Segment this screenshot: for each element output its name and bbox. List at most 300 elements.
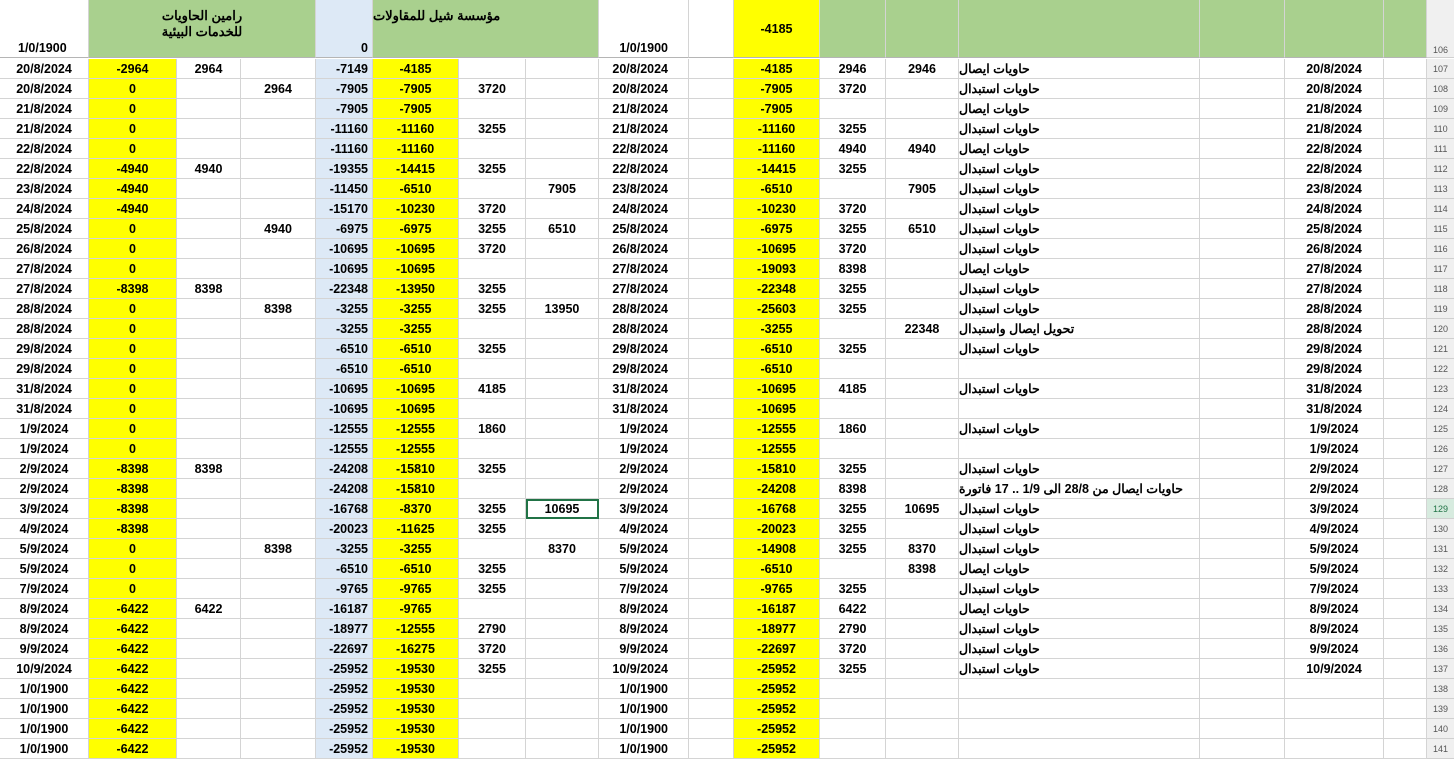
right-date-cell[interactable]: 7/9/2024 bbox=[599, 579, 689, 599]
row-number[interactable]: 111 bbox=[1427, 139, 1454, 159]
right-date-cell[interactable]: 1/0/1900 bbox=[599, 679, 689, 699]
mid-credit-cell[interactable] bbox=[526, 719, 599, 739]
right-date-cell[interactable]: 4/9/2024 bbox=[599, 519, 689, 539]
mid-total-cell[interactable]: -3255 bbox=[316, 539, 373, 559]
blank-cell[interactable] bbox=[689, 479, 734, 499]
mid-debit-cell[interactable]: 3255 bbox=[459, 659, 526, 679]
left-credit-cell[interactable] bbox=[241, 139, 316, 159]
mid-debit-cell[interactable]: 3720 bbox=[459, 79, 526, 99]
blank-cell[interactable] bbox=[1384, 479, 1427, 499]
date-cell[interactable]: 31/8/2024 bbox=[0, 399, 89, 419]
left-balance-cell[interactable]: 0 bbox=[89, 339, 177, 359]
row-number[interactable]: 141 bbox=[1427, 739, 1454, 759]
date-cell[interactable]: 8/9/2024 bbox=[0, 619, 89, 639]
mid-total-cell[interactable]: -3255 bbox=[316, 299, 373, 319]
left-credit-cell[interactable] bbox=[241, 639, 316, 659]
blank-cell[interactable] bbox=[1200, 219, 1285, 239]
blank-cell[interactable] bbox=[1384, 99, 1427, 119]
right-balance-cell[interactable]: -18977 bbox=[734, 619, 820, 639]
blank-cell[interactable] bbox=[689, 439, 734, 459]
invoice-date-cell[interactable]: 29/8/2024 bbox=[1285, 359, 1384, 379]
blank-cell[interactable] bbox=[1200, 139, 1285, 159]
blank-cell[interactable] bbox=[1384, 639, 1427, 659]
mid-total-cell[interactable]: -3255 bbox=[316, 319, 373, 339]
mid-debit-cell[interactable]: 3720 bbox=[459, 199, 526, 219]
left-credit-cell[interactable] bbox=[241, 199, 316, 219]
description-cell[interactable] bbox=[959, 359, 1200, 379]
mid-balance-cell[interactable]: -12555 bbox=[373, 619, 459, 639]
mid-total-cell[interactable]: -18977 bbox=[316, 619, 373, 639]
row-number[interactable]: 124 bbox=[1427, 399, 1454, 419]
right-balance-cell[interactable]: -10695 bbox=[734, 239, 820, 259]
description-cell[interactable]: حاويات ايصال bbox=[959, 559, 1200, 579]
mid-credit-cell[interactable] bbox=[526, 359, 599, 379]
left-debit-cell[interactable] bbox=[177, 219, 241, 239]
blank-cell[interactable] bbox=[689, 499, 734, 519]
mid-total-cell[interactable]: -25952 bbox=[316, 659, 373, 679]
mid-debit-cell[interactable] bbox=[459, 679, 526, 699]
right-date-cell[interactable]: 24/8/2024 bbox=[599, 199, 689, 219]
left-balance-cell[interactable]: -6422 bbox=[89, 679, 177, 699]
right-credit-cell[interactable]: 8370 bbox=[886, 539, 959, 559]
left-credit-cell[interactable] bbox=[241, 699, 316, 719]
description-cell[interactable] bbox=[959, 719, 1200, 739]
mid-debit-cell[interactable]: 3255 bbox=[459, 339, 526, 359]
right-date-cell[interactable]: 29/8/2024 bbox=[599, 359, 689, 379]
left-balance-cell[interactable]: 0 bbox=[89, 99, 177, 119]
left-balance-cell[interactable]: -6422 bbox=[89, 719, 177, 739]
mid-credit-cell[interactable] bbox=[526, 59, 599, 79]
left-credit-cell[interactable] bbox=[241, 739, 316, 759]
right-credit-cell[interactable] bbox=[886, 299, 959, 319]
date-cell[interactable]: 21/8/2024 bbox=[0, 99, 89, 119]
right-balance-cell[interactable]: -19093 bbox=[734, 259, 820, 279]
blank-cell[interactable] bbox=[1200, 739, 1285, 759]
right-debit-cell[interactable] bbox=[820, 739, 886, 759]
invoice-date-cell[interactable]: 9/9/2024 bbox=[1285, 639, 1384, 659]
mid-total-cell[interactable]: -7905 bbox=[316, 79, 373, 99]
mid-balance-cell[interactable]: -12555 bbox=[373, 439, 459, 459]
mid-debit-cell[interactable]: 2790 bbox=[459, 619, 526, 639]
mid-balance-cell[interactable]: -11160 bbox=[373, 139, 459, 159]
right-debit-cell[interactable]: 4185 bbox=[820, 379, 886, 399]
left-balance-cell[interactable]: 0 bbox=[89, 379, 177, 399]
left-balance-cell[interactable]: -8398 bbox=[89, 519, 177, 539]
blank-cell[interactable] bbox=[1200, 299, 1285, 319]
header-left-date[interactable]: 1/0/1900 bbox=[0, 0, 89, 58]
left-balance-cell[interactable]: 0 bbox=[89, 119, 177, 139]
description-cell[interactable]: تحويل ايصال واستبدال bbox=[959, 319, 1200, 339]
left-credit-cell[interactable] bbox=[241, 179, 316, 199]
left-balance-cell[interactable]: 0 bbox=[89, 359, 177, 379]
mid-balance-cell[interactable]: -7905 bbox=[373, 79, 459, 99]
blank-cell[interactable] bbox=[1200, 699, 1285, 719]
mid-total-cell[interactable]: -11160 bbox=[316, 119, 373, 139]
left-debit-cell[interactable] bbox=[177, 119, 241, 139]
right-balance-cell[interactable]: -7905 bbox=[734, 79, 820, 99]
blank-cell[interactable] bbox=[689, 159, 734, 179]
left-balance-cell[interactable]: 0 bbox=[89, 579, 177, 599]
blank-cell[interactable] bbox=[1200, 459, 1285, 479]
mid-credit-cell[interactable] bbox=[526, 199, 599, 219]
left-balance-cell[interactable]: -6422 bbox=[89, 639, 177, 659]
right-balance-cell[interactable]: -25952 bbox=[734, 719, 820, 739]
blank-cell[interactable] bbox=[1384, 59, 1427, 79]
description-cell[interactable]: حاويات ايصال bbox=[959, 139, 1200, 159]
right-debit-cell[interactable] bbox=[820, 359, 886, 379]
left-balance-cell[interactable]: -2964 bbox=[89, 59, 177, 79]
mid-credit-cell[interactable] bbox=[526, 559, 599, 579]
invoice-date-cell[interactable]: 20/8/2024 bbox=[1285, 79, 1384, 99]
right-date-cell[interactable]: 5/9/2024 bbox=[599, 539, 689, 559]
left-balance-cell[interactable]: 0 bbox=[89, 139, 177, 159]
blank-cell[interactable] bbox=[689, 359, 734, 379]
blank-cell[interactable] bbox=[689, 319, 734, 339]
left-balance-cell[interactable]: -6422 bbox=[89, 599, 177, 619]
left-debit-cell[interactable] bbox=[177, 559, 241, 579]
mid-debit-cell[interactable]: 3255 bbox=[459, 459, 526, 479]
left-debit-cell[interactable] bbox=[177, 619, 241, 639]
left-balance-cell[interactable]: 0 bbox=[89, 319, 177, 339]
left-credit-cell[interactable] bbox=[241, 259, 316, 279]
right-date-cell[interactable]: 28/8/2024 bbox=[599, 319, 689, 339]
row-number[interactable]: 131 bbox=[1427, 539, 1454, 559]
description-cell[interactable]: حاويات استبدال bbox=[959, 79, 1200, 99]
invoice-date-cell[interactable]: 21/8/2024 bbox=[1285, 119, 1384, 139]
left-balance-cell[interactable]: 0 bbox=[89, 239, 177, 259]
blank-cell[interactable] bbox=[689, 59, 734, 79]
left-credit-cell[interactable] bbox=[241, 159, 316, 179]
description-cell[interactable]: حاويات استبدال bbox=[959, 119, 1200, 139]
right-credit-cell[interactable] bbox=[886, 79, 959, 99]
date-cell[interactable]: 22/8/2024 bbox=[0, 139, 89, 159]
mid-balance-cell[interactable]: -19530 bbox=[373, 659, 459, 679]
right-balance-cell[interactable]: -16187 bbox=[734, 599, 820, 619]
blank-cell[interactable] bbox=[689, 719, 734, 739]
mid-total-cell[interactable]: -25952 bbox=[316, 679, 373, 699]
right-credit-cell[interactable] bbox=[886, 599, 959, 619]
description-cell[interactable] bbox=[959, 679, 1200, 699]
blank-cell[interactable] bbox=[1384, 519, 1427, 539]
blank-cell[interactable] bbox=[1200, 379, 1285, 399]
row-number[interactable]: 125 bbox=[1427, 419, 1454, 439]
mid-debit-cell[interactable] bbox=[459, 739, 526, 759]
blank-cell[interactable] bbox=[1384, 659, 1427, 679]
mid-credit-cell[interactable] bbox=[526, 459, 599, 479]
description-cell[interactable]: حاويات استبدال bbox=[959, 299, 1200, 319]
blank-cell[interactable] bbox=[1384, 559, 1427, 579]
left-credit-cell[interactable] bbox=[241, 559, 316, 579]
left-debit-cell[interactable] bbox=[177, 699, 241, 719]
right-credit-cell[interactable] bbox=[886, 239, 959, 259]
right-credit-cell[interactable] bbox=[886, 379, 959, 399]
left-credit-cell[interactable]: 8398 bbox=[241, 299, 316, 319]
mid-total-cell[interactable]: -22348 bbox=[316, 279, 373, 299]
mid-total-cell[interactable]: -6510 bbox=[316, 559, 373, 579]
mid-credit-cell[interactable] bbox=[526, 679, 599, 699]
mid-debit-cell[interactable] bbox=[459, 319, 526, 339]
mid-debit-cell[interactable] bbox=[459, 59, 526, 79]
blank-cell[interactable] bbox=[1200, 99, 1285, 119]
left-debit-cell[interactable] bbox=[177, 659, 241, 679]
blank-cell[interactable] bbox=[1384, 419, 1427, 439]
right-balance-cell[interactable]: -25952 bbox=[734, 659, 820, 679]
right-debit-cell[interactable]: 3720 bbox=[820, 199, 886, 219]
invoice-date-cell[interactable]: 2/9/2024 bbox=[1285, 479, 1384, 499]
date-cell[interactable]: 1/0/1900 bbox=[0, 719, 89, 739]
invoice-date-cell[interactable]: 4/9/2024 bbox=[1285, 519, 1384, 539]
right-debit-cell[interactable]: 3255 bbox=[820, 299, 886, 319]
invoice-date-cell[interactable] bbox=[1285, 699, 1384, 719]
mid-debit-cell[interactable] bbox=[459, 99, 526, 119]
blank-cell[interactable] bbox=[689, 119, 734, 139]
right-balance-cell[interactable]: -22348 bbox=[734, 279, 820, 299]
left-debit-cell[interactable] bbox=[177, 319, 241, 339]
mid-balance-cell[interactable]: -6975 bbox=[373, 219, 459, 239]
right-credit-cell[interactable] bbox=[886, 639, 959, 659]
mid-balance-cell[interactable]: -19530 bbox=[373, 739, 459, 759]
right-credit-cell[interactable] bbox=[886, 159, 959, 179]
blank-cell[interactable] bbox=[689, 699, 734, 719]
left-credit-cell[interactable] bbox=[241, 119, 316, 139]
blank-cell[interactable] bbox=[1200, 619, 1285, 639]
right-date-cell[interactable]: 1/0/1900 bbox=[599, 739, 689, 759]
left-debit-cell[interactable]: 8398 bbox=[177, 459, 241, 479]
mid-balance-cell[interactable]: -11160 bbox=[373, 119, 459, 139]
right-date-cell[interactable]: 31/8/2024 bbox=[599, 379, 689, 399]
left-debit-cell[interactable] bbox=[177, 199, 241, 219]
right-debit-cell[interactable] bbox=[820, 439, 886, 459]
left-debit-cell[interactable] bbox=[177, 499, 241, 519]
mid-credit-cell[interactable] bbox=[526, 619, 599, 639]
mid-balance-cell[interactable]: -15810 bbox=[373, 459, 459, 479]
date-cell[interactable]: 29/8/2024 bbox=[0, 359, 89, 379]
left-balance-cell[interactable]: -6422 bbox=[89, 699, 177, 719]
blank-cell[interactable] bbox=[1384, 399, 1427, 419]
left-credit-cell[interactable] bbox=[241, 99, 316, 119]
blank-cell[interactable] bbox=[689, 339, 734, 359]
mid-balance-cell[interactable]: -13950 bbox=[373, 279, 459, 299]
mid-credit-cell[interactable] bbox=[526, 579, 599, 599]
mid-credit-cell[interactable] bbox=[526, 439, 599, 459]
mid-debit-cell[interactable]: 3255 bbox=[459, 579, 526, 599]
right-debit-cell[interactable]: 4940 bbox=[820, 139, 886, 159]
left-credit-cell[interactable] bbox=[241, 419, 316, 439]
invoice-date-cell[interactable]: 31/8/2024 bbox=[1285, 399, 1384, 419]
date-cell[interactable]: 21/8/2024 bbox=[0, 119, 89, 139]
right-balance-cell[interactable]: -11160 bbox=[734, 119, 820, 139]
mid-credit-cell[interactable] bbox=[526, 139, 599, 159]
invoice-date-cell[interactable]: 22/8/2024 bbox=[1285, 159, 1384, 179]
right-debit-cell[interactable]: 3255 bbox=[820, 459, 886, 479]
row-number[interactable]: 129 bbox=[1427, 499, 1454, 519]
left-debit-cell[interactable] bbox=[177, 419, 241, 439]
mid-credit-cell[interactable]: 13950 bbox=[526, 299, 599, 319]
right-credit-cell[interactable] bbox=[886, 479, 959, 499]
date-cell[interactable]: 24/8/2024 bbox=[0, 199, 89, 219]
left-credit-cell[interactable] bbox=[241, 239, 316, 259]
date-cell[interactable]: 26/8/2024 bbox=[0, 239, 89, 259]
right-credit-cell[interactable] bbox=[886, 279, 959, 299]
blank-cell[interactable] bbox=[1200, 159, 1285, 179]
mid-total-cell[interactable]: -12555 bbox=[316, 439, 373, 459]
mid-total-cell[interactable]: -6510 bbox=[316, 359, 373, 379]
date-cell[interactable]: 1/0/1900 bbox=[0, 739, 89, 759]
mid-total-cell[interactable]: -9765 bbox=[316, 579, 373, 599]
header-green-cell[interactable] bbox=[959, 0, 1200, 58]
header-mid-company[interactable]: مؤسسة شيل للمقاولات bbox=[373, 0, 599, 58]
mid-balance-cell[interactable]: -8370 bbox=[373, 499, 459, 519]
mid-credit-cell[interactable] bbox=[526, 479, 599, 499]
blank-cell[interactable] bbox=[1200, 639, 1285, 659]
left-credit-cell[interactable] bbox=[241, 619, 316, 639]
left-credit-cell[interactable] bbox=[241, 519, 316, 539]
blank-cell[interactable] bbox=[1200, 259, 1285, 279]
invoice-date-cell[interactable]: 28/8/2024 bbox=[1285, 319, 1384, 339]
right-credit-cell[interactable]: 4940 bbox=[886, 139, 959, 159]
right-credit-cell[interactable] bbox=[886, 399, 959, 419]
mid-total-cell[interactable]: -7905 bbox=[316, 99, 373, 119]
description-cell[interactable]: حاويات استبدال bbox=[959, 279, 1200, 299]
right-debit-cell[interactable] bbox=[820, 179, 886, 199]
row-number[interactable]: 127 bbox=[1427, 459, 1454, 479]
mid-balance-cell[interactable]: -10695 bbox=[373, 399, 459, 419]
blank-cell[interactable] bbox=[1384, 579, 1427, 599]
left-credit-cell[interactable] bbox=[241, 319, 316, 339]
row-number[interactable]: 137 bbox=[1427, 659, 1454, 679]
blank-cell[interactable] bbox=[1200, 119, 1285, 139]
right-balance-cell[interactable]: -25952 bbox=[734, 699, 820, 719]
mid-debit-cell[interactable]: 3255 bbox=[459, 119, 526, 139]
invoice-date-cell[interactable]: 1/9/2024 bbox=[1285, 419, 1384, 439]
row-number[interactable]: 126 bbox=[1427, 439, 1454, 459]
left-debit-cell[interactable] bbox=[177, 479, 241, 499]
row-number[interactable]: 108 bbox=[1427, 79, 1454, 99]
header-green-cell[interactable] bbox=[1384, 0, 1427, 58]
row-number[interactable]: 122 bbox=[1427, 359, 1454, 379]
blank-cell[interactable] bbox=[689, 619, 734, 639]
left-debit-cell[interactable] bbox=[177, 339, 241, 359]
row-number[interactable]: 135 bbox=[1427, 619, 1454, 639]
invoice-date-cell[interactable]: 3/9/2024 bbox=[1285, 499, 1384, 519]
row-number[interactable]: 138 bbox=[1427, 679, 1454, 699]
right-debit-cell[interactable] bbox=[820, 99, 886, 119]
mid-total-cell[interactable]: -7149 bbox=[316, 59, 373, 79]
right-debit-cell[interactable] bbox=[820, 559, 886, 579]
blank-cell[interactable] bbox=[1200, 719, 1285, 739]
blank-cell[interactable] bbox=[689, 659, 734, 679]
left-debit-cell[interactable] bbox=[177, 139, 241, 159]
mid-credit-cell[interactable] bbox=[526, 379, 599, 399]
row-number[interactable]: 116 bbox=[1427, 239, 1454, 259]
right-date-cell[interactable]: 31/8/2024 bbox=[599, 399, 689, 419]
mid-balance-cell[interactable]: -19530 bbox=[373, 719, 459, 739]
left-balance-cell[interactable]: -8398 bbox=[89, 459, 177, 479]
blank-cell[interactable] bbox=[1200, 79, 1285, 99]
blank-cell[interactable] bbox=[1200, 59, 1285, 79]
right-debit-cell[interactable] bbox=[820, 679, 886, 699]
right-date-cell[interactable]: 3/9/2024 bbox=[599, 499, 689, 519]
right-debit-cell[interactable]: 8398 bbox=[820, 259, 886, 279]
mid-credit-cell[interactable] bbox=[526, 319, 599, 339]
blank-cell[interactable] bbox=[1200, 179, 1285, 199]
blank-cell[interactable] bbox=[689, 519, 734, 539]
mid-debit-cell[interactable]: 3255 bbox=[459, 499, 526, 519]
mid-credit-cell[interactable] bbox=[526, 699, 599, 719]
mid-debit-cell[interactable] bbox=[459, 539, 526, 559]
description-cell[interactable]: حاويات استبدال bbox=[959, 499, 1200, 519]
right-date-cell[interactable]: 1/9/2024 bbox=[599, 419, 689, 439]
mid-total-cell[interactable]: -20023 bbox=[316, 519, 373, 539]
mid-balance-cell[interactable]: -12555 bbox=[373, 419, 459, 439]
right-date-cell[interactable]: 22/8/2024 bbox=[599, 159, 689, 179]
mid-debit-cell[interactable] bbox=[459, 439, 526, 459]
left-debit-cell[interactable] bbox=[177, 679, 241, 699]
right-credit-cell[interactable] bbox=[886, 259, 959, 279]
blank-cell[interactable] bbox=[689, 219, 734, 239]
blank-cell[interactable] bbox=[1384, 619, 1427, 639]
right-date-cell[interactable]: 5/9/2024 bbox=[599, 559, 689, 579]
blank-cell[interactable] bbox=[1384, 499, 1427, 519]
mid-balance-cell[interactable]: -7905 bbox=[373, 99, 459, 119]
blank-cell[interactable] bbox=[1384, 159, 1427, 179]
row-number[interactable]: 120 bbox=[1427, 319, 1454, 339]
right-debit-cell[interactable]: 3720 bbox=[820, 639, 886, 659]
mid-total-cell[interactable]: -15170 bbox=[316, 199, 373, 219]
invoice-date-cell[interactable] bbox=[1285, 679, 1384, 699]
right-credit-cell[interactable] bbox=[886, 719, 959, 739]
row-number[interactable]: 109 bbox=[1427, 99, 1454, 119]
right-date-cell[interactable]: 21/8/2024 bbox=[599, 99, 689, 119]
mid-total-cell[interactable]: -6510 bbox=[316, 339, 373, 359]
right-balance-cell[interactable]: -15810 bbox=[734, 459, 820, 479]
right-date-cell[interactable]: 9/9/2024 bbox=[599, 639, 689, 659]
mid-credit-cell[interactable] bbox=[526, 399, 599, 419]
right-balance-cell[interactable]: -9765 bbox=[734, 579, 820, 599]
blank-cell[interactable] bbox=[1384, 679, 1427, 699]
header-mid-zero[interactable]: 0 bbox=[316, 0, 373, 58]
blank-cell[interactable] bbox=[689, 99, 734, 119]
right-debit-cell[interactable]: 2946 bbox=[820, 59, 886, 79]
date-cell[interactable]: 20/8/2024 bbox=[0, 79, 89, 99]
header-right-balance[interactable]: -4185 bbox=[734, 0, 820, 58]
right-credit-cell[interactable] bbox=[886, 339, 959, 359]
left-balance-cell[interactable]: -8398 bbox=[89, 279, 177, 299]
date-cell[interactable]: 9/9/2024 bbox=[0, 639, 89, 659]
blank-cell[interactable] bbox=[1384, 199, 1427, 219]
left-debit-cell[interactable] bbox=[177, 539, 241, 559]
left-balance-cell[interactable]: -4940 bbox=[89, 179, 177, 199]
left-debit-cell[interactable] bbox=[177, 299, 241, 319]
blank-cell[interactable] bbox=[689, 579, 734, 599]
mid-balance-cell[interactable]: -9765 bbox=[373, 579, 459, 599]
mid-credit-cell[interactable] bbox=[526, 79, 599, 99]
description-cell[interactable]: حاويات استبدال bbox=[959, 639, 1200, 659]
left-credit-cell[interactable] bbox=[241, 719, 316, 739]
blank-cell[interactable] bbox=[1384, 459, 1427, 479]
blank-cell[interactable] bbox=[1384, 119, 1427, 139]
description-cell[interactable]: حاويات ايصال bbox=[959, 59, 1200, 79]
mid-total-cell[interactable]: -11450 bbox=[316, 179, 373, 199]
left-credit-cell[interactable]: 4940 bbox=[241, 219, 316, 239]
invoice-date-cell[interactable]: 2/9/2024 bbox=[1285, 459, 1384, 479]
mid-credit-cell[interactable] bbox=[526, 639, 599, 659]
row-number[interactable]: 132 bbox=[1427, 559, 1454, 579]
right-balance-cell[interactable]: -12555 bbox=[734, 439, 820, 459]
right-credit-cell[interactable] bbox=[886, 579, 959, 599]
invoice-date-cell[interactable]: 20/8/2024 bbox=[1285, 59, 1384, 79]
mid-balance-cell[interactable]: -16275 bbox=[373, 639, 459, 659]
